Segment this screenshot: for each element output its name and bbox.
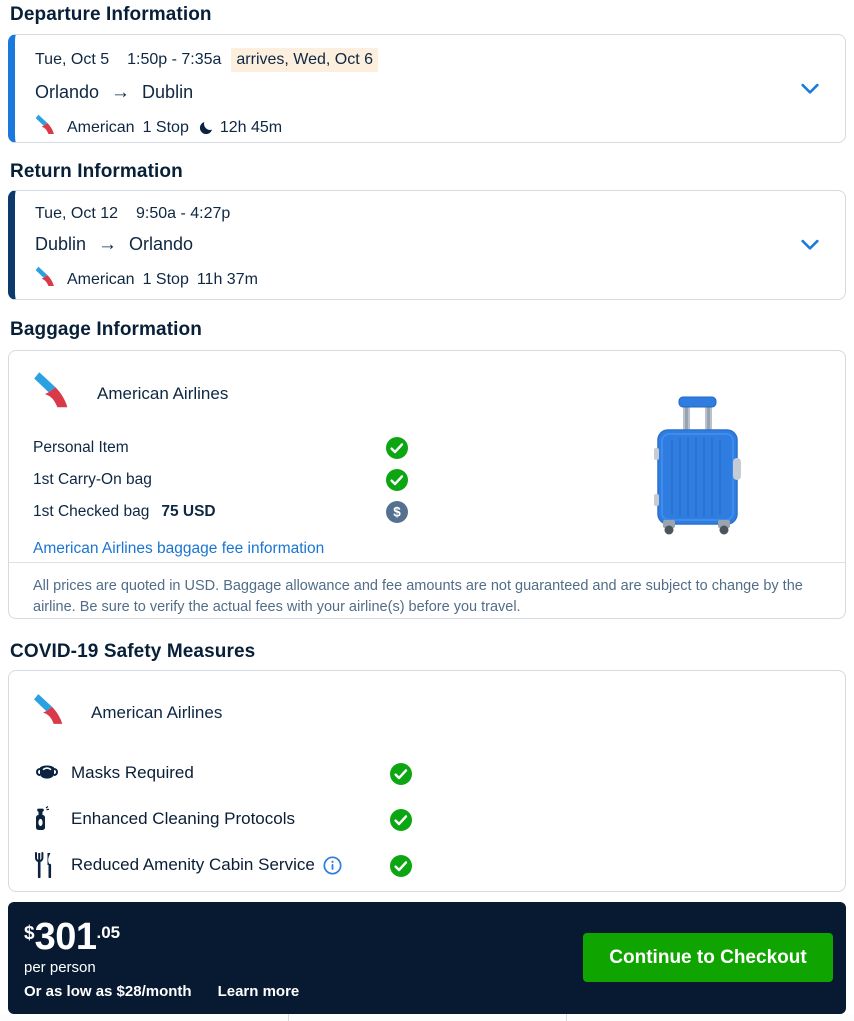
learn-more-link[interactable]: Learn more <box>217 983 300 1000</box>
return-airline: American <box>67 270 135 288</box>
route-arrow-icon: → <box>98 234 118 255</box>
return-route <box>35 233 799 256</box>
price-summary-bar <box>8 902 846 1014</box>
check-circle-icon <box>389 807 413 831</box>
covid-airline-row <box>33 693 821 732</box>
financing-offer: Or as low as $28/month <box>24 983 192 1000</box>
measure-row-cleaning <box>33 804 821 834</box>
departure-destination: Dublin <box>142 82 194 102</box>
departure-times: 1:50p - 7:35a <box>127 51 222 68</box>
check-circle-icon <box>385 468 409 492</box>
departure-expand-chevron-down-icon[interactable] <box>801 83 819 95</box>
measure-row-amenity <box>33 850 821 880</box>
departure-stops: 1 Stop <box>142 118 189 136</box>
blue-suitcase-image <box>650 396 745 536</box>
departure-date: Tue, Oct 5 <box>35 51 110 68</box>
baggage-row-label: 1st Checked bag <box>33 503 150 520</box>
measure-label: Enhanced Cleaning Protocols <box>71 809 295 828</box>
american-airlines-logo-icon <box>35 114 57 141</box>
departure-flight-card[interactable] <box>8 34 846 143</box>
return-stops: 1 Stop <box>142 270 189 288</box>
svg-text:$: $ <box>393 504 401 520</box>
baggage-row-price: 75 USD <box>161 503 216 520</box>
measure-label: Reduced Amenity Cabin Service <box>71 855 315 874</box>
price-cents: .05 <box>96 923 121 942</box>
departure-section-title: Departure Information <box>10 4 212 25</box>
route-arrow-icon: → <box>111 82 131 103</box>
info-circle-icon[interactable] <box>323 856 342 875</box>
departure-meta-row <box>35 114 799 141</box>
mask-icon <box>33 763 63 783</box>
baggage-fee-info-link[interactable]: American Airlines baggage fee information <box>33 540 325 557</box>
return-meta-row <box>35 266 799 293</box>
check-circle-icon <box>385 436 409 460</box>
check-circle-icon <box>389 853 413 877</box>
below-fold-table-edge <box>0 1014 854 1021</box>
return-date: Tue, Oct 12 <box>35 205 118 222</box>
baggage-airline-name: American Airlines <box>97 383 229 403</box>
measure-row-masks <box>33 758 821 788</box>
return-duration: 11h 37m <box>196 270 258 288</box>
covid-section-title: COVID-19 Safety Measures <box>10 641 256 662</box>
departure-airline: American <box>67 118 135 136</box>
check-circle-icon <box>389 761 413 785</box>
measure-label: Masks Required <box>71 763 194 782</box>
return-date-time-row <box>35 204 799 224</box>
table-column-divider <box>566 1014 567 1021</box>
overnight-moon-icon <box>199 120 214 135</box>
baggage-row-label: 1st Carry-On bag <box>33 471 152 488</box>
per-person-label: per person <box>24 959 96 976</box>
departure-route <box>35 81 799 104</box>
american-airlines-logo-icon <box>33 371 73 416</box>
baggage-section-title: Baggage Information <box>10 319 202 340</box>
currency-symbol: $ <box>24 923 35 944</box>
price-whole: 301 <box>34 916 97 958</box>
baggage-row-label: Personal Item <box>33 439 129 456</box>
departure-origin: Orlando <box>35 82 100 102</box>
return-times: 9:50a - 4:27p <box>136 205 231 222</box>
return-expand-chevron-down-icon[interactable] <box>801 239 819 251</box>
departure-arrival-note: arrives, Wed, Oct 6 <box>231 48 378 72</box>
covid-airline-name: American Airlines <box>91 702 223 722</box>
return-flight-card[interactable] <box>8 190 846 300</box>
return-origin: Dublin <box>35 234 87 254</box>
covid-measures-list <box>33 758 821 880</box>
spray-bottle-icon <box>33 806 63 832</box>
baggage-disclaimer: All prices are quoted in USD. Baggage allowance and fee amounts are not guaranteed and are subject to change by the airline. Be sure to verify the actual fees with your airline(s) before you travel. <box>9 562 845 618</box>
utensils-icon <box>33 852 63 878</box>
return-destination: Orlando <box>129 234 194 254</box>
table-column-divider <box>288 1014 289 1021</box>
flight-summary-page <box>0 4 854 1021</box>
american-airlines-logo-icon <box>35 266 57 293</box>
american-airlines-logo-icon <box>33 693 67 732</box>
departure-date-time-row <box>35 48 799 72</box>
departure-duration: 12h 45m <box>219 118 283 136</box>
return-section-title: Return Information <box>10 161 183 182</box>
dollar-circle-icon <box>385 500 409 524</box>
continue-to-checkout-button[interactable]: Continue to Checkout <box>583 933 833 982</box>
covid-safety-card <box>8 670 846 892</box>
baggage-info-card <box>8 350 846 619</box>
